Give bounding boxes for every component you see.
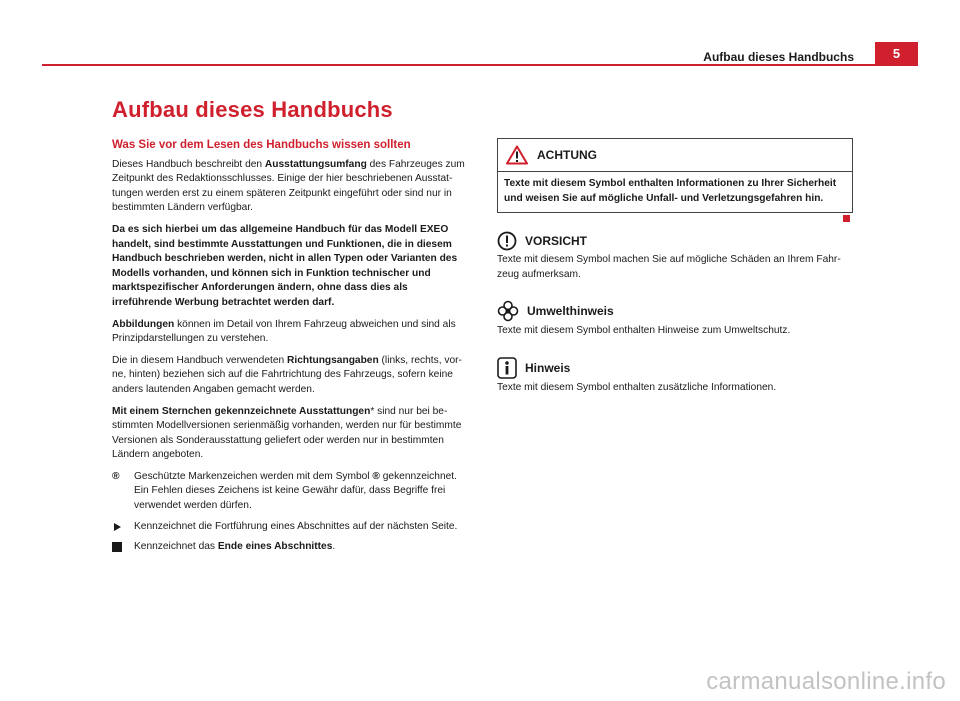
symbol-end-row: Kennzeichnet das Ende eines Abschnittes.	[112, 540, 468, 555]
paragraph-model-note: Da es sich hierbei um das allgemeine Handbuch für das Modell EXEO handelt, sind bestimmte Ausstattungen und Funktionen, die in diesem Handbuch beschrieben werden, nicht in allen Typen oder Varianten des Modells vorhanden, und können sich in Funktion technischer und marktspezifischer Anforderungen ändern, ohne dass dies als irreführende Werbung betrachtet werden darf.	[112, 223, 458, 308]
right-column	[497, 138, 853, 396]
section-subheading: Was Sie vor dem Lesen des Handbuchs wissen sollten	[112, 139, 411, 151]
achtung-text: Texte mit diesem Symbol enthalten Informationen zu Ihrer Sicherheit und weisen Sie auf mögliche Unfall- und Verletzungsgefahren hin.	[504, 178, 837, 204]
page-title: Aufbau dieses Handbuchs	[112, 97, 393, 122]
symbol-registered-row: ® Geschützte Markenzeichen werden mit dem Symbol ® gekennzeichnet. Ein Fehlen dieses Zeichens ist keine Gewähr dafür, dass Begriffe frei verwendet werden dürfen.	[112, 470, 457, 512]
term-richtungsangaben: Richtungsangaben	[287, 354, 379, 366]
registered-icon: ®	[112, 470, 120, 482]
left-column	[112, 138, 468, 561]
vorsicht-text: Texte mit diesem Symbol machen Sie auf mögliche Schäden an Ihrem Fahrzeug aufmerksam.	[497, 254, 841, 280]
paragraph-scope: Dieses Handbuch beschreibt den Ausstattungsumfang des Fahrzeuges zum Zeitpunkt des Redaktionsschlusses. Einige der hier beschriebenen Ausstattungen werden erst zu einem späteren Zeitpunkt eingeführt oder sind nur in bestimmten Ländern verfügbar.	[112, 158, 465, 214]
paragraph-asterisk: Mit einem Sternchen gekennzeichnete Ausstattungen* sind nur bei bestimmten Modellversionen serienmäßig vorhanden, werden nur für bestimmte Versionen als Sonderausstattung geliefert oder werden nur in bestimmten Ländern angeboten.	[112, 405, 462, 461]
term-ausstattungsumfang: Ausstattungsumfang	[264, 158, 367, 170]
paragraph-directions: Die in diesem Handbuch verwendeten Richtungsangaben (links, rechts, vorne, hinten) beziehen sich auf die Fahrtrichtung des Fahrzeugs, sofern keine anders lautenden Angaben gemacht werden.	[112, 354, 462, 395]
symbol-continue-row: Kennzeichnet die Fortführung eines Abschnittes auf der nächsten Seite.	[112, 520, 468, 535]
umwelt-text: Texte mit diesem Symbol enthalten Hinweise zum Umweltschutz.	[497, 325, 791, 337]
vorsicht-note	[497, 231, 853, 282]
section-end-mark	[843, 215, 850, 222]
term-sternchen: Mit einem Sternchen gekennzeichnete Ausstattungen	[112, 405, 371, 417]
header-rule	[42, 64, 918, 66]
term-abbildungen: Abbildungen	[112, 318, 175, 330]
paragraph-figures: Abbildungen können im Detail von Ihrem Fahrzeug abweichen und sind als Prinzipdarstellungen zu verstehen.	[112, 318, 456, 345]
triangle-right-icon	[114, 523, 121, 531]
hinweis-label: Hinweis	[525, 360, 571, 375]
umwelt-label: Umwelthinweis	[527, 304, 614, 319]
info-icon	[497, 357, 517, 379]
umwelt-note	[497, 300, 853, 339]
caution-circle-icon	[497, 231, 517, 251]
hinweis-text: Texte mit diesem Symbol enthalten zusätzliche Informationen.	[497, 381, 777, 393]
achtung-header	[498, 139, 852, 172]
warning-triangle-icon	[506, 145, 528, 165]
watermark: carmanualsonline.info	[706, 668, 946, 695]
achtung-label: ACHTUNG	[537, 147, 597, 162]
running-header-title: Aufbau dieses Handbuchs	[703, 50, 854, 64]
square-end-icon	[112, 542, 122, 552]
vorsicht-label: VORSICHT	[525, 233, 588, 248]
page-number-badge: 5	[875, 42, 918, 66]
hinweis-note	[497, 357, 853, 396]
flower-icon	[497, 300, 519, 322]
achtung-box	[497, 138, 853, 213]
